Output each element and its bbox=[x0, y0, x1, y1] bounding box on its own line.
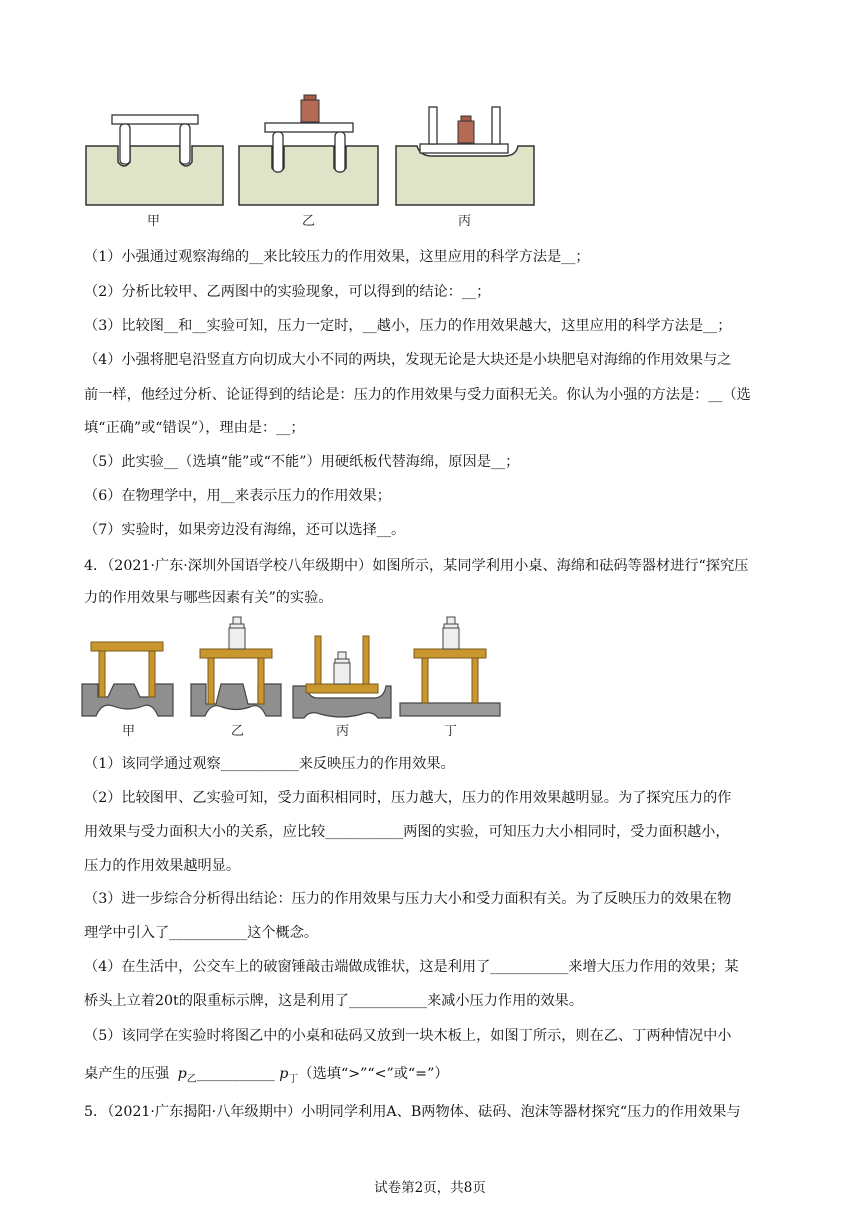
panel-jia bbox=[86, 115, 223, 205]
fig1-label-bing: 丙 bbox=[458, 214, 472, 229]
q3-item-4-line3: 填“正确”或“错误”），理由是：__； bbox=[84, 420, 305, 436]
q4-item-5-line2 bbox=[84, 1064, 449, 1090]
figure-sponge-soap bbox=[80, 90, 540, 235]
answer-blank: ___________ bbox=[196, 1066, 275, 1082]
q3-item-7: （7）实验时，如果旁边没有海绵，还可以选择__。 bbox=[84, 522, 406, 538]
fig2-label-bing: 丙 bbox=[336, 724, 350, 739]
q4-item-4-line2: 桥头上立着20t的限重标示牌，这是利用了___________来减小压力作用的效果。 bbox=[84, 993, 584, 1009]
fig2-label-ding: 丁 bbox=[444, 724, 458, 739]
panel-jia bbox=[82, 642, 173, 716]
figure-table-weights bbox=[78, 612, 508, 747]
q4-stem-line2: 力的作用效果与哪些因素有关”的实验。 bbox=[84, 590, 333, 606]
q4-item-3-line2: 理学中引入了___________这个概念。 bbox=[84, 925, 319, 941]
q4-item-5-line1: （5）该同学在实验时将图乙中的小桌和砝码又放到一块木板上，如图丁所示，则在乙、丁两种情况中小 bbox=[84, 1028, 732, 1044]
q4-item-2-line2: 用效果与受力面积大小的关系，应比较___________两图的实验，可知压力大小相同时，受力面积越小， bbox=[84, 824, 730, 840]
q3-item-4-line1: （4）小强将肥皂沿竖直方向切成大小不同的两块，发现无论是大块还是小块肥皂对海绵的作用效果与之 bbox=[84, 352, 732, 368]
fig1-label-yi: 乙 bbox=[302, 214, 316, 229]
fig2-label-yi: 乙 bbox=[231, 724, 245, 739]
q4-item-1: （1）该同学通过观察___________来反映压力的作用效果。 bbox=[84, 756, 455, 772]
panel-ding bbox=[400, 617, 500, 716]
q3-item-6: （6）在物理学中，用__来表示压力的作用效果； bbox=[84, 488, 391, 504]
q3-item-4-line2: 前一样，他经过分析、论证得到的结论是：压力的作用效果与受力面积无关。你认为小强的方法是：__（选 bbox=[84, 387, 751, 403]
pressure-sub-yi: 乙 bbox=[186, 1073, 197, 1085]
q3-item-3: （3）比较图__和__实验可知，压力一定时，__越小，压力的作用效果越大，这里应用的科学方法是__； bbox=[84, 318, 732, 334]
q4-stem-line1: 4．（2021·广东·深圳外国语学校八年级期中）如图所示，某同学利用小桌、海绵和砝码等器材进行“探究压 bbox=[84, 558, 749, 574]
choice-hint: （选填“>”“<”或“=”） bbox=[298, 1066, 449, 1082]
q4-item-4-line1: （4）在生活中，公交车上的破窗锤敲击端做成锥状，这是利用了___________来增大压力作用的效果；某 bbox=[84, 959, 739, 975]
fig2-label-jia: 甲 bbox=[122, 724, 136, 739]
panel-bing bbox=[293, 636, 391, 718]
pressure-sub-ding: 丁 bbox=[288, 1073, 299, 1085]
q4-item-5-lead: 桌产生的压强 bbox=[84, 1066, 170, 1082]
q4-item-3-line1: （3）进一步综合分析得出结论：压力的作用效果与压力大小和受力面积有关。为了反映压力的效果在物 bbox=[84, 891, 732, 907]
fig1-label-jia: 甲 bbox=[147, 214, 161, 229]
q3-item-1: （1）小强通过观察海绵的__来比较压力的作用效果，这里应用的科学方法是__； bbox=[84, 249, 590, 265]
pressure-symbol-ding: p bbox=[279, 1066, 289, 1082]
page-footer: 试卷第2页，共8页 bbox=[374, 1180, 486, 1196]
panel-bing bbox=[396, 107, 534, 205]
pressure-symbol-yi: p bbox=[177, 1066, 187, 1082]
q4-item-2-line1: （2）比较图甲、乙实验可知，受力面积相同时，压力越大，压力的作用效果越明显。为了探究压力的作 bbox=[84, 790, 732, 806]
q5-stem-line1: 5．（2021·广东揭阳·八年级期中）小明同学利用A、B两物体、砝码、泡沫等器材探究“压力的作用效果与 bbox=[84, 1104, 741, 1120]
q4-item-2-line3: 压力的作用效果越明显。 bbox=[84, 858, 241, 874]
panel-yi bbox=[239, 95, 378, 205]
q3-item-2: （2）分析比较甲、乙两图中的实验现象，可以得到的结论：__； bbox=[84, 284, 491, 300]
panel-yi bbox=[191, 617, 281, 716]
q3-item-5: （5）此实验__（选填“能”或“不能”）用硬纸板代替海绵，原因是__； bbox=[84, 454, 520, 470]
